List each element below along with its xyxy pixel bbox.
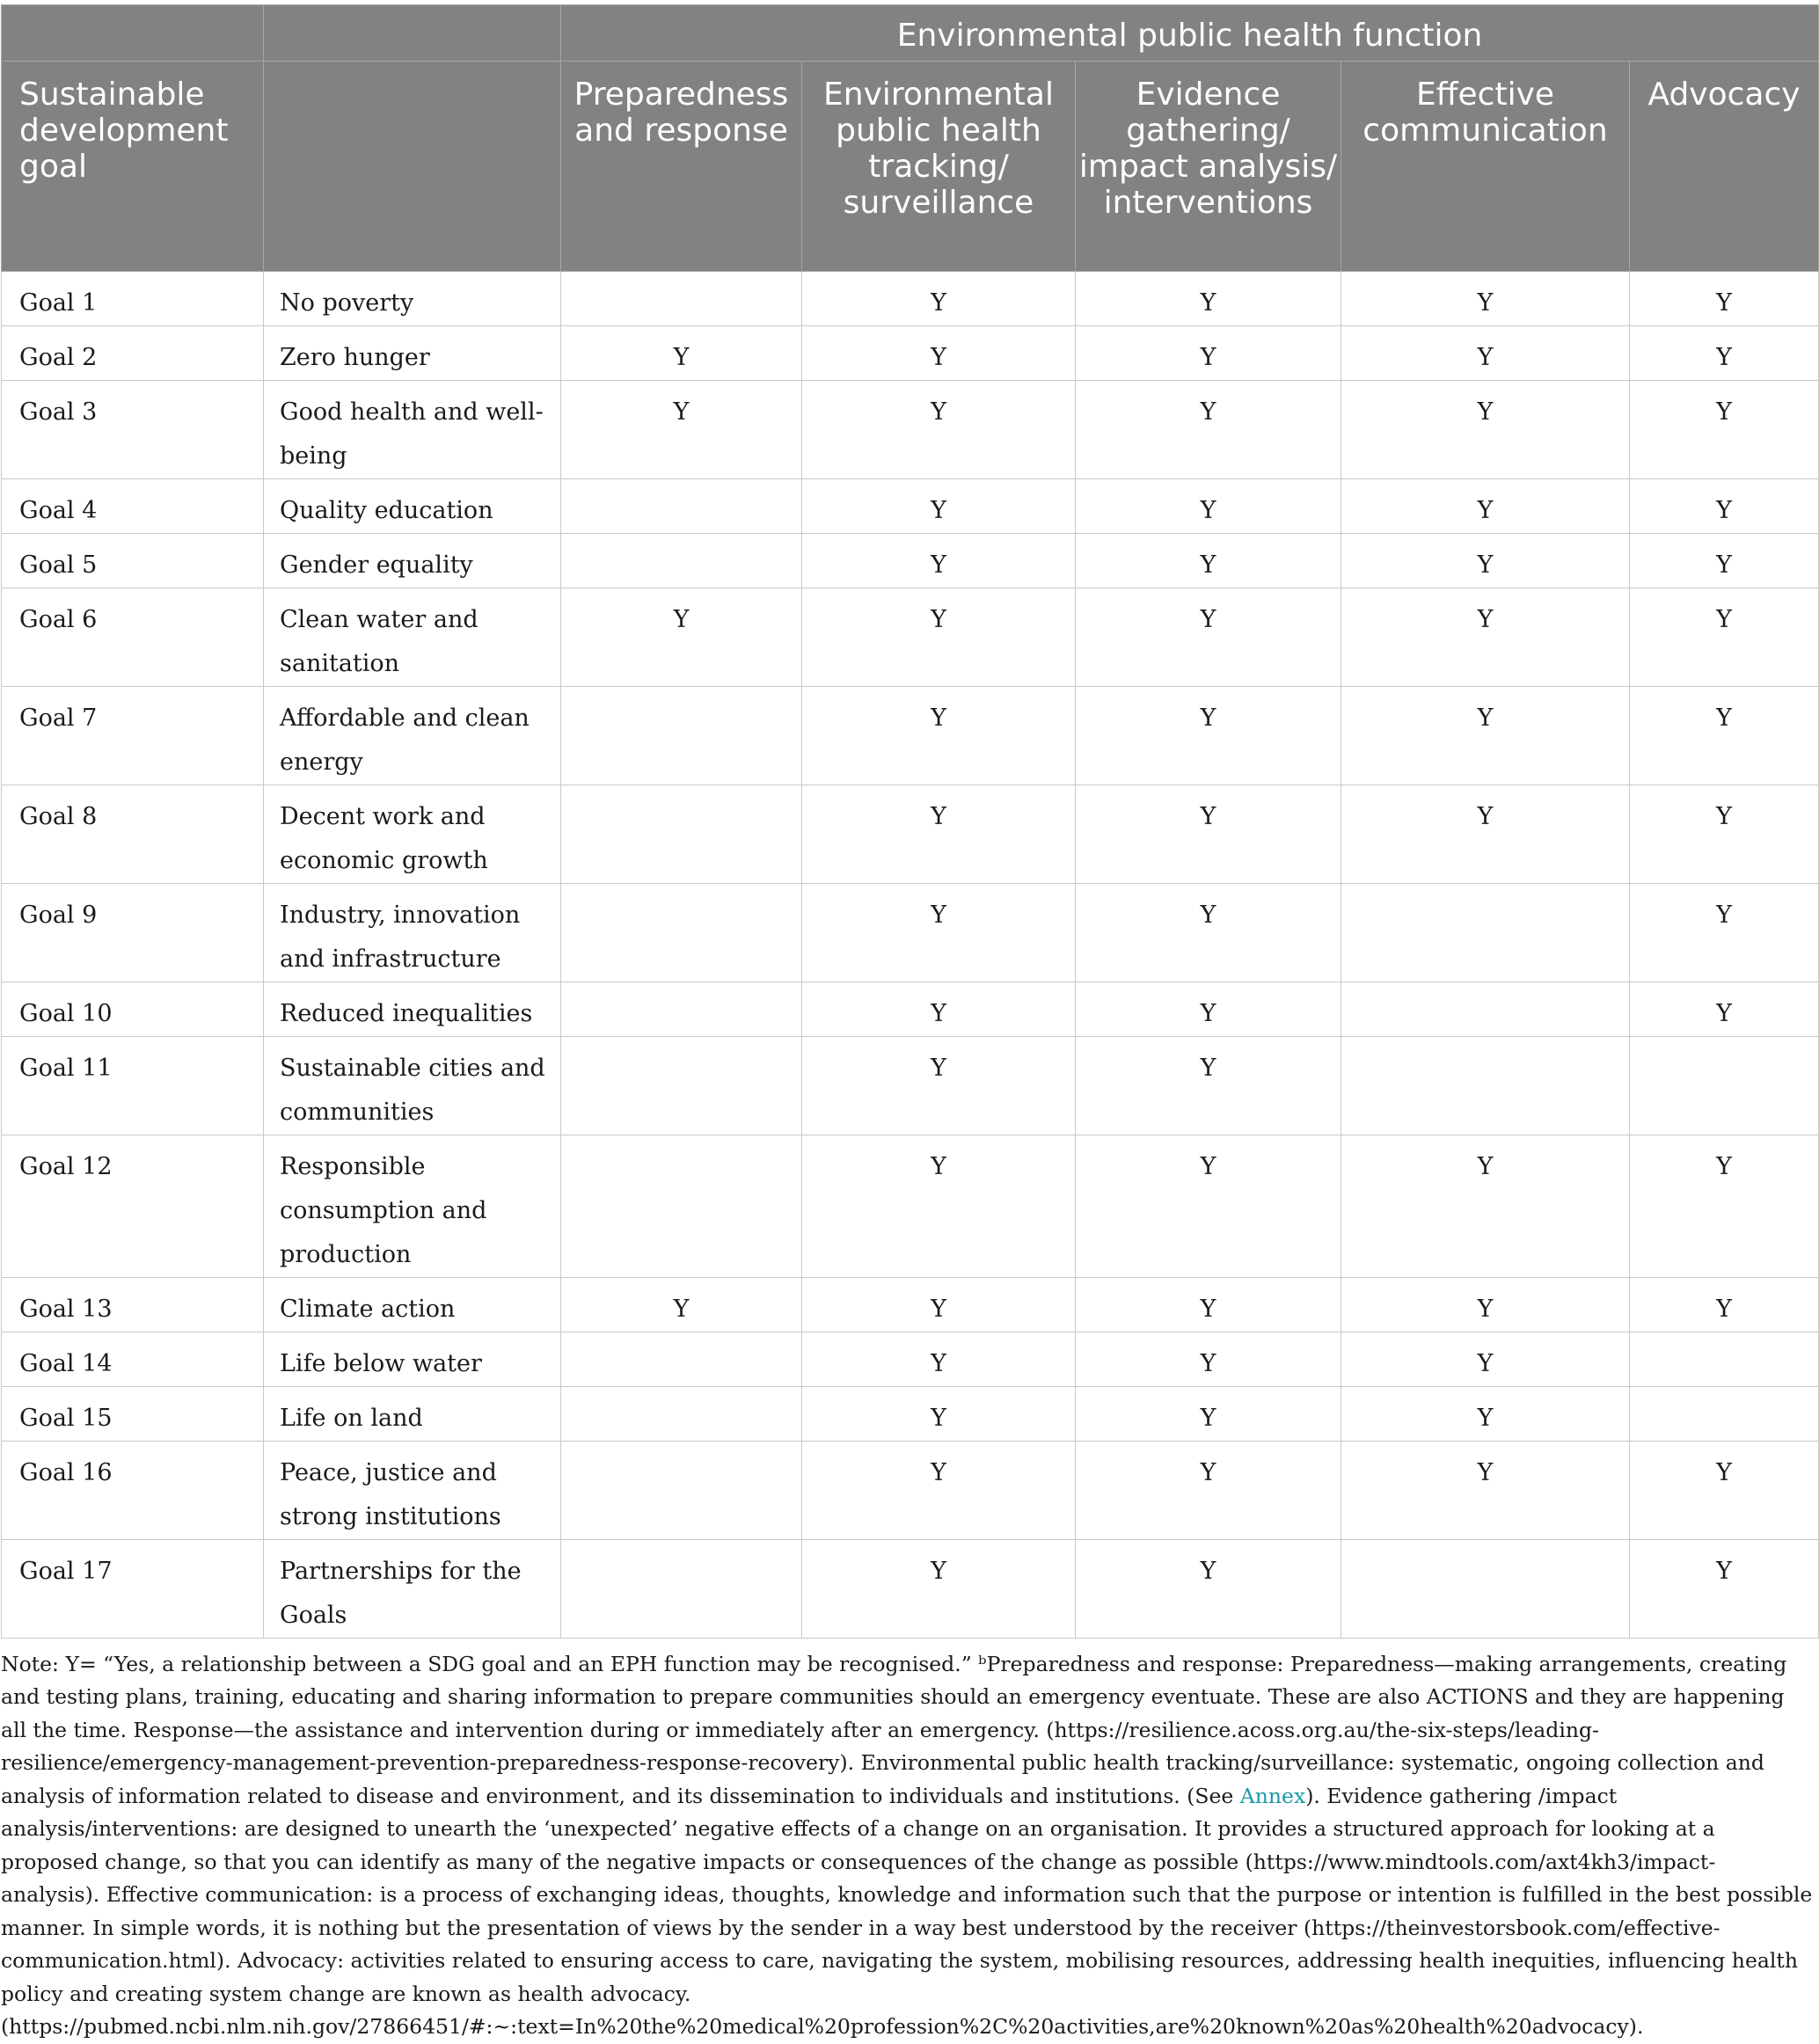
goal-number-cell: Goal 9 — [2, 884, 264, 982]
goal-number-cell: Goal 4 — [2, 479, 264, 534]
header-group-row — [2, 5, 1819, 62]
function-mark-cell: Y — [802, 381, 1076, 479]
column-header-tracking: Environmental public health tracking/ surveillance — [802, 62, 1076, 272]
function-mark-cell — [561, 534, 802, 588]
table-body — [2, 272, 1819, 1639]
sdg-eph-table — [1, 4, 1819, 1639]
function-mark-cell — [1341, 982, 1630, 1037]
function-mark-cell: Y — [1341, 272, 1630, 326]
function-mark-cell: Y — [1630, 982, 1819, 1037]
goal-name-cell: Climate action — [264, 1278, 561, 1332]
function-mark-cell — [561, 272, 802, 326]
function-mark-cell: Y — [1076, 1540, 1341, 1639]
function-mark-cell — [561, 1135, 802, 1278]
function-mark-cell: Y — [802, 272, 1076, 326]
function-mark-cell: Y — [1630, 1278, 1819, 1332]
function-mark-cell: Y — [1341, 1387, 1630, 1442]
function-mark-cell: Y — [1341, 785, 1630, 884]
function-mark-cell: Y — [1630, 1135, 1819, 1278]
table-row — [2, 884, 1819, 982]
footnote-text: Note: Y= “Yes, a relationship between a SDG goal and an EPH function may be recognised.” ᵇPreparedness and response: Preparedness—making arrangements, creating and testing plans, training, educating and sharing information to prepare communities should an emergency eventuate. These are also ACTIONS and they are happening all the time. Response—the assistance and intervention during or immediately after an emergency. (https://resilience.acoss.org.au/the-six-steps/leading-resilience/emergency-management-prevention-preparedness-response-recovery). Environmental public health tracking/surveillance: systematic, ongoing collection and analysis of information related to disease and environment, and its dissemination to individuals and institutions. (See — [1, 1651, 1787, 1808]
column-header-evidence: Evidence gathering/ impact analysis/ interventions — [1076, 62, 1341, 272]
function-mark-cell — [561, 1540, 802, 1639]
function-mark-cell — [561, 884, 802, 982]
function-mark-cell: Y — [1341, 1332, 1630, 1387]
function-mark-cell: Y — [561, 326, 802, 381]
function-mark-cell: Y — [802, 588, 1076, 687]
goal-name-cell: Industry, innovation and infrastructure — [264, 884, 561, 982]
function-mark-cell — [561, 1387, 802, 1442]
goal-number-cell: Goal 14 — [2, 1332, 264, 1387]
goal-name-cell: Gender equality — [264, 534, 561, 588]
goal-name-cell: Life below water — [264, 1332, 561, 1387]
function-mark-cell: Y — [802, 326, 1076, 381]
goal-name-cell: Quality education — [264, 479, 561, 534]
goal-number-cell: Goal 2 — [2, 326, 264, 381]
function-mark-cell: Y — [561, 1278, 802, 1332]
goal-name-cell: No poverty — [264, 272, 561, 326]
function-mark-cell: Y — [802, 1135, 1076, 1278]
function-mark-cell: Y — [1341, 381, 1630, 479]
function-mark-cell — [561, 1037, 802, 1135]
table-row — [2, 1540, 1819, 1639]
table-row — [2, 1442, 1819, 1540]
goal-name-cell: Decent work and economic growth — [264, 785, 561, 884]
goal-name-cell: Peace, justice and strong institutions — [264, 1442, 561, 1540]
table-row — [2, 272, 1819, 326]
column-header-sdg: Sustainable development goal — [2, 62, 264, 272]
table-row — [2, 1278, 1819, 1332]
function-mark-cell: Y — [1076, 1278, 1341, 1332]
goal-number-cell: Goal 3 — [2, 381, 264, 479]
function-mark-cell: Y — [802, 1387, 1076, 1442]
column-header-goal-name — [264, 62, 561, 272]
table-footnote — [1, 1648, 1813, 2044]
table-row — [2, 1387, 1819, 1442]
goal-name-cell: Affordable and clean energy — [264, 687, 561, 785]
column-header-preparedness: Preparedness and response — [561, 62, 802, 272]
function-mark-cell: Y — [1076, 381, 1341, 479]
function-mark-cell: Y — [1076, 1135, 1341, 1278]
function-mark-cell: Y — [1630, 1442, 1819, 1540]
goal-name-cell: Clean water and sanitation — [264, 588, 561, 687]
function-mark-cell: Y — [1630, 479, 1819, 534]
function-mark-cell: Y — [1341, 534, 1630, 588]
function-mark-cell: Y — [1341, 326, 1630, 381]
table-row — [2, 588, 1819, 687]
function-mark-cell: Y — [1076, 272, 1341, 326]
goal-name-cell: Responsible consumption and production — [264, 1135, 561, 1278]
table-row — [2, 785, 1819, 884]
goal-name-cell: Good health and well-being — [264, 381, 561, 479]
function-mark-cell: Y — [1341, 479, 1630, 534]
goal-number-cell: Goal 11 — [2, 1037, 264, 1135]
function-mark-cell: Y — [802, 884, 1076, 982]
goal-number-cell: Goal 1 — [2, 272, 264, 326]
function-mark-cell: Y — [1076, 687, 1341, 785]
function-mark-cell: Y — [1630, 884, 1819, 982]
function-mark-cell: Y — [561, 381, 802, 479]
function-mark-cell — [561, 982, 802, 1037]
table-row — [2, 479, 1819, 534]
function-mark-cell: Y — [1076, 785, 1341, 884]
table-row — [2, 326, 1819, 381]
function-mark-cell — [561, 479, 802, 534]
function-mark-cell — [561, 687, 802, 785]
function-mark-cell: Y — [561, 588, 802, 687]
function-mark-cell: Y — [1076, 1332, 1341, 1387]
goal-number-cell: Goal 10 — [2, 982, 264, 1037]
goal-number-cell: Goal 16 — [2, 1442, 264, 1540]
function-mark-cell: Y — [1341, 1135, 1630, 1278]
function-mark-cell: Y — [802, 534, 1076, 588]
function-mark-cell — [561, 785, 802, 884]
footnote-text-continued: ). Evidence gathering /impact analysis/interventions: are designed to unearth the ‘unexpected’ negative effects of a change on an organisation. It provides a structured approach for looking at a proposed change, so that you can identify as many of the negative impacts or consequences of the change as possible (https://www.mindtools.com/axt4kh3/impact-analysis). Effective communication: is a process of exchanging ideas, thoughts, knowledge and information such that the purpose or intention is fulfilled in the best possible manner. In simple words, it is nothing but the presentation of views by the sender in a way best understood by the receiver (https://theinvestorsbook.com/effective-communication.html). Advocacy: activities related to ensuring access to care, navigating the system, mobilising resources, addressing health inequities, influencing health policy and creating system change are known as health advocacy. (https://pubmed.ncbi.nlm.nih.gov/27866451/#:~:text=In%20the%20medical%20profession%2C%20activities,are%20known%20as%20health%20advocacy). — [1, 1783, 1813, 2039]
function-mark-cell: Y — [1076, 1442, 1341, 1540]
function-mark-cell: Y — [1630, 326, 1819, 381]
goal-number-cell: Goal 12 — [2, 1135, 264, 1278]
function-mark-cell: Y — [1076, 884, 1341, 982]
goal-number-cell: Goal 17 — [2, 1540, 264, 1639]
goal-number-cell: Goal 13 — [2, 1278, 264, 1332]
function-mark-cell — [1341, 884, 1630, 982]
table-row — [2, 982, 1819, 1037]
goal-number-cell: Goal 6 — [2, 588, 264, 687]
function-mark-cell: Y — [1341, 1278, 1630, 1332]
goal-name-cell: Reduced inequalities — [264, 982, 561, 1037]
function-mark-cell: Y — [802, 1332, 1076, 1387]
function-mark-cell: Y — [802, 1540, 1076, 1639]
function-mark-cell: Y — [802, 479, 1076, 534]
function-mark-cell: Y — [1630, 1540, 1819, 1639]
table-row — [2, 1037, 1819, 1135]
function-mark-cell: Y — [802, 687, 1076, 785]
function-mark-cell: Y — [1630, 588, 1819, 687]
column-header-communication: Effective communication — [1341, 62, 1630, 272]
header-group-spacer — [2, 5, 264, 62]
function-mark-cell: Y — [1076, 1037, 1341, 1135]
table-row — [2, 534, 1819, 588]
annex-link[interactable]: Annex — [1239, 1783, 1306, 1808]
function-mark-cell — [1630, 1037, 1819, 1135]
table-row — [2, 381, 1819, 479]
function-mark-cell: Y — [1630, 381, 1819, 479]
goal-number-cell: Goal 5 — [2, 534, 264, 588]
function-mark-cell: Y — [1630, 785, 1819, 884]
column-header-advocacy: Advocacy — [1630, 62, 1819, 272]
function-mark-cell: Y — [1341, 588, 1630, 687]
goal-name-cell: Partnerships for the Goals — [264, 1540, 561, 1639]
header-group-spacer — [264, 5, 561, 62]
function-mark-cell: Y — [802, 1442, 1076, 1540]
goal-number-cell: Goal 8 — [2, 785, 264, 884]
function-mark-cell — [1341, 1037, 1630, 1135]
table-row — [2, 687, 1819, 785]
function-mark-cell: Y — [802, 785, 1076, 884]
table-row — [2, 1135, 1819, 1278]
function-mark-cell: Y — [1341, 687, 1630, 785]
function-mark-cell: Y — [1076, 479, 1341, 534]
function-mark-cell: Y — [802, 1278, 1076, 1332]
function-mark-cell — [561, 1442, 802, 1540]
header-group-eph-function: Environmental public health function — [561, 5, 1819, 62]
function-mark-cell: Y — [1076, 326, 1341, 381]
table-header — [2, 5, 1819, 272]
function-mark-cell — [1630, 1387, 1819, 1442]
function-mark-cell — [1630, 1332, 1819, 1387]
function-mark-cell — [1341, 1540, 1630, 1639]
function-mark-cell: Y — [802, 982, 1076, 1037]
table-row — [2, 1332, 1819, 1387]
header-columns-row — [2, 62, 1819, 272]
function-mark-cell: Y — [1076, 982, 1341, 1037]
function-mark-cell — [561, 1332, 802, 1387]
function-mark-cell: Y — [1076, 1387, 1341, 1442]
goal-name-cell: Life on land — [264, 1387, 561, 1442]
function-mark-cell: Y — [1076, 588, 1341, 687]
function-mark-cell: Y — [1076, 534, 1341, 588]
function-mark-cell: Y — [1630, 534, 1819, 588]
goal-name-cell: Zero hunger — [264, 326, 561, 381]
goal-number-cell: Goal 15 — [2, 1387, 264, 1442]
function-mark-cell: Y — [802, 1037, 1076, 1135]
function-mark-cell: Y — [1630, 272, 1819, 326]
goal-number-cell: Goal 7 — [2, 687, 264, 785]
function-mark-cell: Y — [1341, 1442, 1630, 1540]
goal-name-cell: Sustainable cities and communities — [264, 1037, 561, 1135]
function-mark-cell: Y — [1630, 687, 1819, 785]
